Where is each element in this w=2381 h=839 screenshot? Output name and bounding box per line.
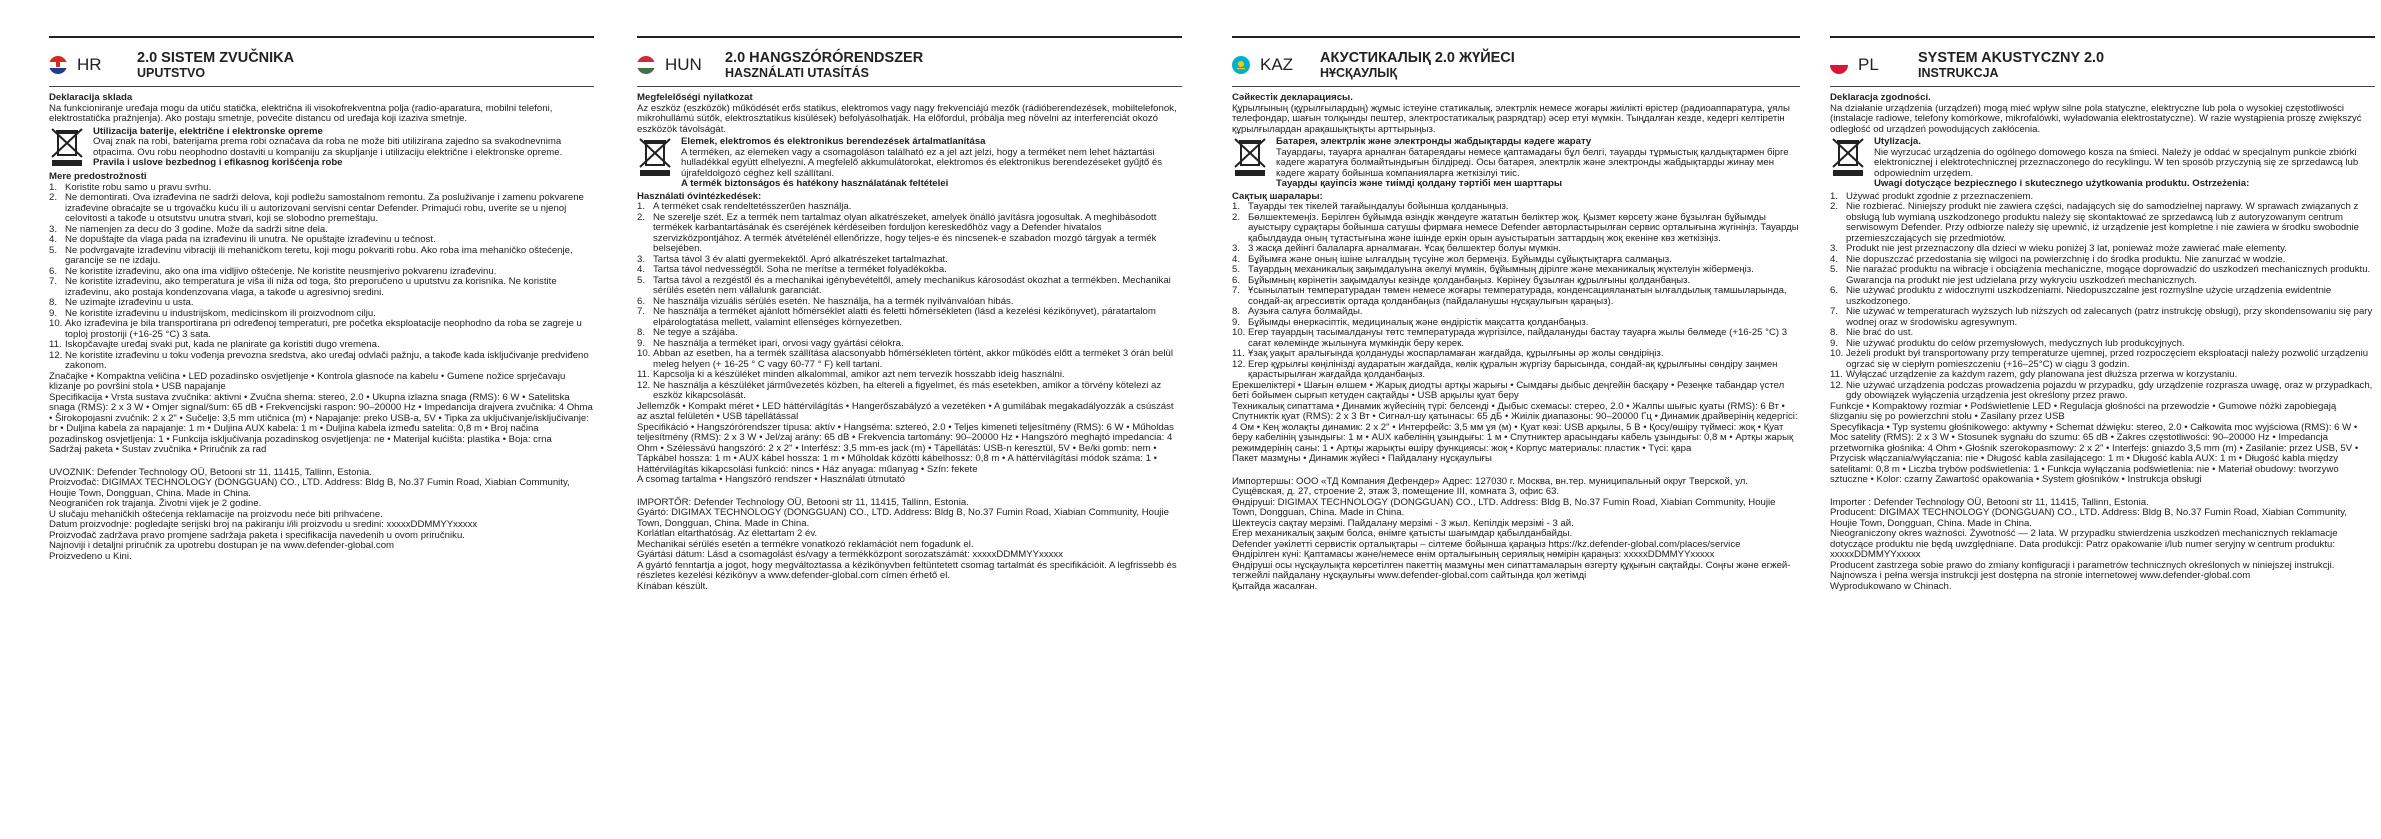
- declaration-heading: Deklaracja zgodności.: [1830, 92, 1931, 103]
- precautions-heading: Használati óvintézkedések:: [637, 190, 762, 202]
- footer-line: Korlátlan eltarthatóság. Az élettartam 2 év.: [637, 528, 818, 539]
- precaution-item: [1830, 381, 2375, 402]
- disposal-block: [49, 127, 594, 171]
- precautions-heading: Сақтық шаралары:: [1232, 190, 1323, 202]
- item-number: 9.: [1232, 316, 1241, 328]
- item-number: 6.: [1830, 285, 1839, 296]
- precaution-item: [637, 307, 1182, 328]
- footer-line: Gyártó: DIGIMAX TECHNOLOGY (DONGGUAN) CO., LTD. Address: Bldg B, No.37 Fumin Road, Xiabian Community, Houjie Town, Dongguan, China. Made in China.: [637, 507, 1169, 529]
- precaution-item: [1232, 360, 1800, 381]
- section-body: [49, 93, 594, 562]
- item-text: Аузыға салуға болмайды.: [1248, 306, 1363, 317]
- item-text: Бұйымның көрінетін зақымдалуы кезінде қолданбаңыз. Көрінеу бұзылған құрылғыны қолданбаңыз.: [1248, 274, 1691, 286]
- item-number: 2.: [637, 211, 646, 223]
- footer-line: Producent zastrzega sobie prawo do zmiany konfiguracji i parametrów technicznych określonych w niniejszej instrukcji. Najnowsza i pełna wersja instrukcji jest dostępna na stronie internetowej www.defender-global.com: [1830, 559, 2335, 581]
- precaution-item: [49, 246, 594, 267]
- item-number: 3.: [1232, 243, 1241, 254]
- item-text: Ako izrađevina je bila transportirana pri određenoj temperaturi, pre početka eksploatacije neophodno da roba se zagreje u toploj prostoriji (+16-25 °C) 3 sata.: [65, 318, 582, 340]
- footer-line: Neograničen rok trajanja. Životni vijek je 2 godine.: [49, 498, 262, 509]
- footer-line: UVOZNIK: Defender Technology OÜ, Betooni str 11, 11415, Tallinn, Estonia.: [49, 466, 372, 478]
- features-text: Ерекшеліктері • Шағын өлшем • Жарық диодты артқы жарығы • Сымдағы дыбыс деңгейін басқару • Резеңке табандар үстел беті бойымен сырғып кетуден сақтайды • USB арқылы қуат беру: [1232, 379, 1785, 401]
- precaution-item: [49, 298, 594, 309]
- item-number: 3.: [637, 253, 646, 265]
- package-contents: Пакет мазмұны • Динамик жүйесі • Пайдалану нұсқаулығы: [1232, 453, 1492, 464]
- disposal-text: Ovaj znak na robi, bateriјama prema robi označava da roba ne može biti utilizirana zajedno sa svakodnevnima otpacima. Ovu robu neophodno dostaviti u kompaniju za skupljanje i utilizaciju električne i elektronske opreme.: [93, 136, 563, 158]
- section-title: SYSTEM AKUSTYCZNY 2.0: [1918, 50, 2105, 66]
- language-section-hr: [49, 36, 594, 831]
- item-number: 12.: [1232, 358, 1246, 370]
- precautions-list: [1830, 192, 2375, 402]
- disposal-heading: Elemek, elektromos és elektronikus berendezések ártalmatlanítása: [681, 136, 986, 147]
- precaution-item: [637, 202, 1182, 213]
- item-text: Бұйымды өнеркәсіптік, медициналық және өндірістік мақсатта қолданбаңыз.: [1248, 316, 1589, 328]
- section-header: [1830, 48, 2375, 82]
- declaration-text: Na funkcioniranje uređaja mogu da utiču statička, električna ili visokofrekventna polja (radio-aparatura, mobilni telefoni, elektrostatička pražnjenja). Ako postaju smetnje, povećite distancu od uređaja koji izaziva smetnje.: [49, 102, 553, 124]
- item-text: Ұзақ уақыт аралығында қолдануды жоспарламаған жағдайда, құрылғыны әр жолы сөндіріңіз.: [1248, 348, 1664, 359]
- section-subtitle: INSTRUKCJA: [1918, 66, 1999, 80]
- language-code: KAZ: [1260, 55, 1294, 74]
- precaution-item: [1232, 328, 1800, 349]
- precaution-item: [637, 328, 1182, 339]
- precaution-item: [1830, 265, 2375, 286]
- item-number: 11.: [1232, 348, 1245, 359]
- package-contents: Sadržaj paketa • Sustav zvučnika • Priručnik za rad: [49, 444, 267, 455]
- disposal-text: Тауардағы, тауарға арналған батареядағы немесе қаптамадағы бұл белгі, тауарды тұрмыстық қалдықтармен бірге кәдеге жаратуға болмайтындығын білдіреді. Осы батарея, электрлік және электронды жабдықтарды жинау мен кәдеге жарату бойынша компанияларға жеткізілуі тиіс.: [1276, 146, 1789, 179]
- precaution-item: [1232, 349, 1800, 360]
- item-text: 3 жасқа дейінгі балаларға арналмаған. Ұсақ бөлшектер болуы мүмкін.: [1248, 243, 1561, 254]
- item-number: 8.: [1830, 327, 1839, 338]
- footer-info: [1232, 477, 1800, 593]
- specification-text: Техникалық сипаттама • Динамик жүйесінің түрі: белсенді • Дыбыс схемасы: стерео, 2.0 • Жалпы шығыс қуаты (RMS): 6 Вт • Спутниктік қуат (RMS): 2 x 3 Вт • Сигнал-шу қатынасы: 65 дБ • Жиілік диапазоны: 90–20000 Гц • Динамик драйверінің кедергісі: 4 Ом • Кең жолақты динамик: 2 x 2" • Интерфейс: 3,5 мм ұя (м) • Қуат көзі: USB арқылы, 5 В • Қосу/өшіру түймесі: жоқ • Қуат беру кабелінің ұзындығы: 1 м • AUX кабелінің ұзындығы: 1 м • Спутниктер арасындағы кабель ұзындығы: 0,8 м • Артқы жарық режимдерінің саны: 1 • Артқы жарықты өшіру функциясы: жоқ • Корпус материалы: пластик • Түсі: қара: [1232, 400, 1798, 454]
- footer-line: Proizvođač: DIGIMAX TECHNOLOGY (DONGGUAN) CO., LTD. Address: Bldg B, No.37 Fumin Road, Xiabian Community, Houjie Town, Dongguan, China. Made in China.: [49, 477, 570, 499]
- section-header: [49, 48, 594, 82]
- language-section-pl: [1830, 36, 2375, 831]
- item-text: Używać produkt zgodnie z przeznaczeniem.: [1846, 190, 2034, 202]
- crossed-bin-icon: [49, 127, 87, 171]
- precaution-item: [1830, 307, 2375, 328]
- features-text: Značajke • Kompaktna veličina • LED pozadinsko osvjetljenje • Kontrola glasnoće na kabelu • Gumene nožice sprječavaju klizanje po površini stola • USB napajanje: [49, 370, 566, 392]
- precaution-item: [1830, 349, 2375, 370]
- item-number: 4.: [1830, 253, 1839, 265]
- footer-info: [637, 498, 1182, 593]
- footer-line: Najnoviji i detaljni priručnik za upotrebu dostupan je na www.defender-global.com: [49, 540, 395, 551]
- footer-line: Gyártási dátum: Lásd a csomagolást és/vagy a termékközpont sorozatszámát: xxxxxDDMMYYxxxxx: [637, 549, 1064, 560]
- section-title: 2.0 SISTEM ZVUČNIKA: [137, 50, 295, 66]
- section-title: 2.0 HANGSZÓRÓRENDSZER: [725, 50, 924, 66]
- disposal-text: A terméken, az elemeken vagy a csomagoláson található ez a jel azt jelzi, hogy a terméket nem lehet háztartási hulladékkal együtt elhelyezni. A megfelelő akkumulátorokat, elektromos és elektronikus berendezéseket gyűjtő és újrafeldolgozó céghez kell szállítani.: [681, 146, 1163, 179]
- section-subtitle: UPUTSTVO: [137, 66, 206, 80]
- item-text: Ne koristite izrađevinu, ako temperatura je viša ili niža od toga, što preporučeno u uputstvu za korisnika. Ne koristite izrađevinu, ako postaja kondenzovana vlaga, a takođe u agresivnoj sredini.: [65, 276, 557, 298]
- precaution-item: [1232, 202, 1800, 213]
- item-text: Ne használja a terméket ipari, orvosi vagy gyártási célokra.: [653, 337, 904, 349]
- item-number: 9.: [49, 307, 58, 319]
- item-number: 6.: [1232, 274, 1241, 286]
- precautions-list: [49, 183, 594, 372]
- item-number: 1.: [1232, 201, 1241, 212]
- header-divider: [637, 86, 1182, 87]
- section-body: [637, 93, 1182, 592]
- declaration-heading: Сәйкестік декларациясы.: [1232, 92, 1353, 103]
- precaution-item: [637, 213, 1182, 255]
- item-text: Nie rozbierać. Niniejszy produkt nie zawiera części, nadających się do samodzielnej naprawy. W sprawach związanych z obsługą lub wymianą uszkodzonego produktu należy się skontaktować ze sprzedawcą lub z autoryzowanym centrum serwisowym Defender. Przy odbiorze należy się upewnić, iż urządzenie jest kompletne i nie zawiera w środku swobodnie przemieszczających się przedmiotów.: [1846, 201, 2359, 244]
- item-number: 1.: [49, 181, 58, 193]
- disposal-block: [1232, 137, 1800, 190]
- item-number: 10.: [637, 348, 651, 359]
- footer-line: Импортершы: ООО «ТД Компания Дефендер» Адрес: 127030 г. Москва, вн.тер. муниципальный округ Тверской, ул. Сущёвская, д. 27, строение 2, этаж 3, помещение III, комната 3, офис 63.: [1232, 475, 1749, 497]
- footer-line: IMPORTŐR: Defender Technology OÜ, Betooni str 11, 11415, Tallinn, Estonia.: [637, 496, 969, 508]
- item-text: Ұсынылатын температурадан төмен немесе жоғары температурада, конденсацияланатын ылғалдылық тамшыларында, сондай-ақ агрессивтік ортада қолданбаңыз (пайдаланушы нұсқаулығын қараңыз).: [1248, 285, 1787, 307]
- precaution-item: [49, 340, 594, 351]
- footer-line: A gyártó fenntartja a jogot, hogy megváltoztassa a kézikönyvben feltüntetett csomag tartalmát és specifikációit. A legfrissebb és részletes kezelési kézikönyv a www.defender-global.com címen érhető el.: [637, 559, 1177, 581]
- item-text: Егер тауардың тасымалдануы төтс температурада жүргізілсе, пайдалануды бастау тауарға жылы бөлмеде (+16-25 °С) 3 сағат көлемінде жылынуға мүмкіндік беру керек.: [1248, 327, 1788, 349]
- section-title: АКУСТИКАЛЫҚ 2.0 ЖҮЙЕСІ: [1320, 50, 1515, 66]
- item-number: 4.: [637, 264, 646, 275]
- disposal-heading: Utylizacja.: [1874, 136, 1921, 147]
- top-rule: [637, 36, 1182, 38]
- flag-icon: [637, 56, 655, 74]
- precaution-item: [637, 349, 1182, 370]
- item-number: 12.: [637, 379, 651, 391]
- item-number: 11.: [49, 339, 62, 350]
- precaution-item: [1830, 370, 2375, 381]
- usage-rules-heading: Pravila i uslove bezbednog i efikasnog korišćenja robe: [93, 157, 343, 168]
- item-text: Ne használja a terméket ajánlott hőmérséklet alatti és feletti hőmérsékleten (lásd a kezelési kézikönyvet), páratartalom elpárologtatása mellett, valamint ellenséges környezetben.: [653, 306, 1156, 328]
- item-number: 7.: [49, 276, 58, 287]
- flag-icon: [1232, 56, 1250, 74]
- item-text: Koristite robu samo u pravu svrhu.: [65, 181, 212, 193]
- flag-icon: [1830, 56, 1848, 74]
- footer-line: Wyprodukowano w Chinach.: [1830, 580, 1952, 592]
- declaration-text: Az eszköz (eszközök) működését erős statikus, elektromos vagy nagy frekvenciájú mezők (rádióberendezések, mobiltelefonok, mikrohullámú sütők, elektrosztatikus kisülések) befolyásolhatják. Ha előfordul, próbálja meg növelni az interferenciát okozó eszközök távolságát.: [637, 102, 1177, 135]
- header-divider: [1232, 86, 1800, 87]
- item-text: Ne tegye a szájába.: [653, 327, 738, 338]
- top-rule: [49, 36, 594, 38]
- item-text: A terméket csak rendeltetésszerűen használja.: [653, 201, 852, 212]
- item-text: Тауарды тек тікелей тағайындалуы бойынша қолданыңыз.: [1248, 201, 1509, 212]
- item-text: Nie używać w temperaturach wyższych lub niższych od zalecanych (patrz instrukcję obsługi), przy skondensowaniu się pary wodnej oraz w środowisku agresywnym.: [1846, 306, 2373, 328]
- item-text: Ne demontirati. Ova izrađevina ne sadrži delova, koji podležu samostalnom remontu. Za posluživanje i zamenu pokvarene izrađevine obraćajte se u trgovačku kuću ili u autorizovani servisni centar Defender. Primajući robu, uverite se u njenoj celovitosti a takođe u otsutstvu unutra stvari, koji se slobodno premeštaju.: [65, 192, 584, 224]
- language-code: HR: [77, 55, 102, 74]
- language-section-kaz: [1232, 36, 1800, 831]
- precaution-item: [637, 370, 1182, 381]
- item-number: 1.: [637, 201, 646, 212]
- item-text: Nie używać urządzenia podczas prowadzenia pojazdu w przypadku, gdy urządzenie rozprasza uwagę, oraz w przypadkach, gdy obowiązek wyłączenia urządzenia jest określony przez prawo.: [1846, 379, 2373, 401]
- item-number: 10.: [1232, 327, 1246, 338]
- section-body: [1830, 93, 2375, 592]
- item-number: 2.: [49, 192, 58, 203]
- precaution-item: [1232, 265, 1800, 276]
- footer-line: Defender уәкілетті сервистік орталықтары – сілтеме бойынша қараңыз https://kz.defender-global.com/places/service: [1232, 538, 1741, 550]
- precaution-item: [1830, 202, 2375, 244]
- section-subtitle: НҰСҚАУЛЫҚ: [1320, 66, 1398, 80]
- item-text: Iskopčavajte uređaj svaki put, kada ne planirate ga koristiti dugo vremena.: [65, 339, 380, 350]
- item-text: Tartsa távol nedvességtől. Soha ne merítse a terméket folyadékokba.: [653, 264, 947, 275]
- specification-text: Specyfikacja • Typ systemu głośnikowego: aktywny • Schemat dźwięku: stereo, 2.0 • Całkowita moc wyjściowa (RMS): 6 W • Moc satelity (RMS): 2 x 3 W • Stosunek sygnału do szumu: 65 dB • Zakres częstotliwości: 90–20000 Hz • Impedancja przetwornika głośnika: 4 Ohm • Głośnik szerokopasmowy: 2 x 2" • Interfejs: gniazdo 3,5 mm (m) • Zasilanie: przez USB, 5V • Przycisk włączania/wyłączania: nie • Długość kabla zasilającego: 1 m • Długość kabla AUX: 1 m • Długość kabla między satelitami: 0,8 m • Liczba trybów podświetlenia: 1 • Funkcja wyłączania podświetlenia: nie • Materiał obudowy: tworzywo sztuczne • Kolor: czarny Zawartość opakowania • System głośników • Instrukcja obsługi: [1830, 421, 2359, 485]
- precautions-list: [637, 202, 1182, 402]
- declaration-heading: Deklaracija sklada: [49, 92, 133, 103]
- precaution-item: [1232, 286, 1800, 307]
- item-number: 2.: [1232, 211, 1241, 223]
- footer-line: Proizvođač zadržava pravo promjene sadržaja paketa i specifikacija navedenih u ovom priručniku.: [49, 529, 465, 541]
- precaution-item: [49, 235, 594, 246]
- item-text: Nie brać do ust.: [1846, 327, 1914, 338]
- specification-text: Specifikacija • Vrsta sustava zvučnika: aktivni • Zvučna shema: stereo, 2.0 • Ukupna izlazna snaga (RMS): 6 W • Satelitska snaga (RMS): 2 x 3 W • Omjer signal/šum: 65 dB • Frekvencijski raspon: 90–20000 Hz • Impedancija drajvera zvučnika: 4 Ohma • Širokopojasni zvučnik: 2 x 2" • Sučelje: 3,5 mm utičnica (m) • Napajanje: preko USB-a, 5V • Tipka za uključivanje/isključivanje: br • Duljina kabela za napajanje: 1 m • Duljina AUX kabela: 1 m • Duljina kabela između satelita: 0,8 m • Broj načina pozadinskog osvjetljenja: 1 • Funkcija isključivanja pozadinskog osvjetljenja: ne • Materijal kućišta: plastika • Boja: crna: [49, 391, 593, 445]
- item-text: Ne koristite izrađevinu u industrijskom, medicinskom ili proizvodnom cilju.: [65, 307, 376, 319]
- footer-line: Proizvedeno u Kini.: [49, 550, 132, 562]
- item-text: Tartsa távol 3 év alatti gyermekektől. Apró alkatrészeket tartalmazhat.: [653, 253, 948, 265]
- item-number: 5.: [637, 274, 646, 286]
- language-code: PL: [1858, 55, 1879, 74]
- item-text: Nie używać produktu z widocznymi uszkodzeniami. Niedopuszczalne jest rozmyślne użycie urządzenia ewidentnie uszkodzonego.: [1846, 285, 2332, 307]
- item-text: Ne koristite izrađevinu, ako ona ima vidljivo oštećenje. Ne koristite neusmjerivo pokvarenu izrađevinu.: [65, 265, 497, 277]
- item-text: Nie używać produktu do celów przemysłowych, medycznych lub produkcyjnych.: [1846, 337, 2185, 349]
- item-text: Ne uzimajte izrađevinu u usta.: [65, 297, 194, 308]
- features-text: Jellemzők • Kompakt méret • LED háttérvilágítás • Hangerőszabályzó a vezetéken • A gumilábak megakadályozzák a csúszást az asztal felületén • USB tápellátással: [637, 400, 1174, 422]
- item-number: 2.: [1830, 201, 1839, 212]
- item-number: 6.: [49, 265, 58, 277]
- precaution-item: [1232, 213, 1800, 245]
- precaution-item: [1830, 328, 2375, 339]
- item-text: Ne használja vizuális sérülés esetén. Ne használja, ha a termék nyilvánvalóan hibás.: [653, 295, 1014, 307]
- item-number: 7.: [1830, 306, 1839, 317]
- item-text: Wyłączać urządzenie za każdym razem, gdy planowana jest dłuższa przerwa w korzystaniu.: [1846, 369, 2238, 380]
- item-text: Nie narażać produktu na wibracje i obciążenia mechaniczne, mogące doprowadzić do uszkodzeń mechanicznych produktu. Gwarancja na produkt nie jest udzielana przy wykryciu uszkodzeń mechanicznych.: [1846, 264, 2371, 286]
- footer-line: Mechanikai sérülés esetén a termékre vonatkozó reklamációt nem fogadunk el.: [637, 538, 974, 550]
- item-number: 5.: [1232, 264, 1241, 275]
- item-number: 10.: [1830, 348, 1844, 359]
- declaration-text: Құрылғының (құрылғылардың) жұмыс істеуіне статикалық, электрлік немесе жоғары жиілікті өрістер (радиоаппаратура, ұялы телефондар, шағын толқынды пештер, электростатикалық разрядтар) әсер етуі мүмкін. Тыңдалған кезде, кедергі келтіретін құрылғылардан арақашықтықты арттырыңыз.: [1232, 102, 1790, 135]
- item-number: 12.: [1830, 379, 1844, 391]
- precaution-item: [637, 381, 1182, 402]
- footer-line: Өндірілген күні: Қаптамасы және/немесе өнім орталығының сериялық нөмірін қараңыз: xxxxxDDMMYYxxxxx: [1232, 549, 1715, 560]
- specification-text: Specifikáció • Hangszórórendszer típusa: aktív • Hangséma: sztereó, 2.0 • Teljes kimeneti teljesítmény (RMS): 6 W • Műholdas teljesítmény (RMS): 2 x 3 W • Jel/zaj arány: 65 dB • Frekvencia tartomány: 90–20000 Hz • Hangszóró meghajtó impedancia: 4 Ohm • Szélessávú hangszóró: 2 x 2" • Interfész: 3,5 mm-es jack (m) • Tápellátás: USB-n keresztül, 5V • Be/ki gomb: nem • Tápkábel hossza: 1 m • AUX kábel hossza: 1 m • Műholdak közötti kábelhossz: 0,8 m • A háttérvilágítási módok száma: 1 • Háttérvilágítás kikapcsolási funkció: nincs • Ház anyaga: műanyag • Szín: fekete: [637, 421, 1174, 475]
- item-number: 7.: [1232, 285, 1241, 296]
- footer-line: Producent: DIGIMAX TECHNOLOGY (DONGGUAN) CO., LTD. Address: Bldg B, No.37 Fumin Road, Xiabian Community, Houjie Town, Dongguan, China. Made in China.: [1830, 507, 2347, 529]
- item-text: Ne dopuštajte da vlaga pada na izrađevinu ili unutra. Ne opuštajte izrađevinu u tečnost.: [65, 234, 436, 245]
- package-contents: A csomag tartalma • Hangszóró rendszer • Használati útmutató: [637, 474, 906, 485]
- usage-rules-heading: Тауарды қауіпсіз және тиімді қолдану тәртібі мен шарттары: [1276, 178, 1563, 189]
- precaution-item: [1830, 244, 2375, 255]
- precaution-item: [1232, 307, 1800, 318]
- precaution-item: [49, 319, 594, 340]
- header-divider: [1830, 86, 2375, 87]
- item-text: Ne koristite izrađevinu u toku vođenja prevozna sredstva, ako uređaj odvlači pažnju, a takođe kada isključivanje predviđeno zakonom.: [65, 349, 589, 371]
- item-text: Бұйымға және оның ішіне ылғалдың түсуіне жол бермеңіз. Бұйымды сұйықтықтарға салмаңыз.: [1248, 253, 1672, 265]
- item-text: Ne szerelje szét. Ez a termék nem tartalmaz olyan alkatrészeket, amelyek önálló javításra jogosultak. A meghibásodott termékek karbantartásának és cseréjének kérdéseiben forduljon kereskedőhöz vagy a Defender hivatalos szervizközpontjához. A termék átvételénél ellenőrizze, hogy teljes-e és nincsenek-e szabadon mozgó tárgyak a termék belsejében.: [653, 211, 1157, 254]
- item-number: 6.: [637, 295, 646, 307]
- footer-line: Importer : Defender Technology OÜ, Betooni str 11, 11415, Tallinn, Estonia.: [1830, 496, 2149, 508]
- language-code: HUN: [665, 55, 702, 74]
- precaution-item: [637, 265, 1182, 276]
- footer-info: [49, 468, 594, 563]
- language-section-hun: [637, 36, 1182, 831]
- disposal-heading: Utilizacija baterije, električne i elektronske opreme: [93, 125, 323, 137]
- disposal-heading: Батарея, электрлік және электронды жабдықтарды кәдеге жарату: [1276, 136, 1592, 147]
- section-body: [1232, 93, 1800, 592]
- item-text: Produkt nie jest przeznaczony dla dzieci w wieku poniżej 3 lat, ponieważ może zawierać małe elementy.: [1846, 243, 2287, 254]
- footer-info: [1830, 498, 2375, 593]
- item-number: 9.: [637, 337, 646, 349]
- precaution-item: [1830, 286, 2375, 307]
- footer-line: Kínában készült.: [637, 580, 708, 592]
- footer-line: Шектеусіз сақтау мерзімі. Пайдалану мерзімі - 3 жыл. Кепілдік мерзімі - 3 ай.: [1232, 517, 1574, 529]
- item-number: 9.: [1830, 337, 1839, 349]
- item-number: 10.: [49, 318, 63, 329]
- item-number: 8.: [49, 297, 58, 308]
- item-number: 8.: [1232, 306, 1241, 317]
- footer-line: Nieograniczony okres ważności. Żywotność — 2 lata. W przypadku stwierdzenia uszkodzeń mechanicznych reklamacje dotyczące produktu nie będą uwzględniane. Data produkcji: Patrz opakowanie i/lub numer seryjny w centrum produktu: xxxxxDDMMYYxxxxx: [1830, 528, 2338, 560]
- item-text: Тауардың механикалық зақымдалуына әкелуі мүмкін, бұйымның дірілге және механикалық жүктелуін жібермеңіз.: [1248, 264, 1754, 275]
- item-number: 11.: [1830, 369, 1843, 380]
- section-subtitle: HASZNÁLATI UTASÍTÁS: [725, 66, 869, 80]
- crossed-bin-icon: [1830, 137, 1868, 181]
- item-number: 3.: [49, 223, 58, 235]
- disposal-block: [637, 137, 1182, 190]
- item-number: 5.: [1830, 264, 1839, 275]
- item-text: Бөлшектемеңіз. Берілген бұйымда өзіндік жөндеуге жататын бөліктер жоқ. Қызмет көрсету және бұзылған бұйымды ауыстыру сұрақтары бойынша сатушы фирмаға немесе Defender авторластырылған сервис орталығына жүгініңіз. Тауарды қабылдауда оның тұтастығына және ішінде еркін орын ауыстыратын заттардың жоқ екеніне көз жеткізіңіз.: [1248, 211, 1799, 244]
- usage-rules-heading: Uwagi dotyczące bezpiecznego i skutecznego użytkowania produktu. Ostrzeżenia:: [1874, 178, 2250, 189]
- footer-line: Өндіруші осы нұсқаулықта көрсетілген пакеттің мазмұны мен сипаттамаларын өзгерту құқығын сақтайды. Соңғы және егжей-тегжейлі пайдалану нұсқаулығы www.defender-global.com сайтында қол жетімді: [1232, 559, 1791, 581]
- item-text: Kapcsolja ki a készüléket minden alkalommal, amikor azt nem tervezik hosszabb ideig használni.: [653, 369, 1065, 380]
- flag-icon: [49, 56, 67, 74]
- item-number: 1.: [1830, 190, 1839, 202]
- item-text: Ne használja a készüléket járművezetés közben, ha eltereli a figyelmet, és más esetekben, amikor a törvény kötelezi az eszköz kikapcsolását.: [653, 379, 1162, 401]
- item-text: Ne podvrgavajte izrađevinu vibraciji ili mehaničkom teretu, koji mogu pokvariti robu. Ako roba ima mehaničko oštećenje, garancije se ne izdaju.: [65, 244, 573, 266]
- usage-rules-heading: A termék biztonságos és hatékony használatának feltételei: [681, 178, 949, 189]
- precautions-list: [1232, 202, 1800, 381]
- crossed-bin-icon: [1232, 137, 1270, 181]
- disposal-block: [1830, 137, 2375, 190]
- item-text: Abban az esetben, ha a termék szállítása alacsonyabb hőmérsékleten történt, akkor működés előtt a terméket 3 órán belül meleg helyen (+ 16-25 ° C vagy 60-77 ° F) kell tartani.: [653, 348, 1173, 370]
- item-number: 7.: [637, 306, 646, 317]
- item-text: Nie dopuszczać przedostania się wilgoci na powierzchnię i do środka produktu. Nie zanurzać w wodzie.: [1846, 253, 2286, 265]
- footer-line: U slučaju mehaničkih oštećenja reklamacije na proizvodu neće biti prihvaćene.: [49, 508, 383, 520]
- features-text: Funkcje • Kompaktowy rozmiar • Podświetlenie LED • Regulacja głośności na przewodzie • Gumowe nóżki zapobiegają ślizganiu się po powierzchni stołu • Zasilany przez USB: [1830, 400, 2337, 422]
- footer-line: Өндіруші: DIGIMAX TECHNOLOGY (DONGGUAN) CO., LTD. Address: Bldg B, No.37 Fumin Road, Xiabian Community, Houjie Town, Dongguan, China. Made in China.: [1232, 496, 1776, 518]
- item-text: Егер құрылғы көңілінізді аударатын жағдайда, көлік құралын жүргізу барысында, сондай-ақ құрылғыны сөндіру заңмен қарастырылған жағдайда қолданбаңыз.: [1248, 358, 1778, 380]
- top-rule: [1830, 36, 2375, 38]
- item-number: 8.: [637, 327, 646, 338]
- precaution-item: [49, 193, 594, 225]
- header-divider: [49, 86, 594, 87]
- crossed-bin-icon: [637, 137, 675, 181]
- footer-line: Datum proizvodnje: pogledajte serijski broj na pakiranju i/ili proizvodu u sredini: xxxxxDDMMYYxxxxx: [49, 519, 478, 530]
- item-text: Tartsa távol a rezgéstől és a mechanikai igénybevételtől, amely mechanikus károsodást okozhat a termékben. Mechanikai sérülés esetén nem vállalunk garanciát.: [653, 274, 1171, 296]
- item-number: 5.: [49, 244, 58, 256]
- precaution-item: [637, 276, 1182, 297]
- precaution-item: [1232, 244, 1800, 255]
- footer-line: Қытайда жасалған.: [1232, 580, 1318, 592]
- item-number: 11.: [637, 369, 650, 380]
- precaution-item: [49, 277, 594, 298]
- top-rule: [1232, 36, 1800, 38]
- item-number: 12.: [49, 349, 63, 361]
- section-header: [1232, 48, 1800, 82]
- precaution-item: [49, 351, 594, 372]
- section-header: [637, 48, 1182, 82]
- footer-line: Егер механикалық зақым болса, өнімге қатысты шағымдар қабылданбайды.: [1232, 528, 1573, 539]
- precautions-heading: Mere predostrožnosti: [49, 171, 147, 182]
- declaration-heading: Megfelelőségi nyilatkozat: [637, 92, 753, 103]
- item-number: 4.: [49, 234, 58, 245]
- item-text: Ne namenjen za decu do 3 godine. Može da sadrži sitne dela.: [65, 223, 328, 235]
- item-number: 4.: [1232, 253, 1241, 265]
- item-text: Jeżeli produkt był transportowany przy temperaturze ujemnej, przed rozpoczęciem eksploatacji należy pozwolić urządzeniu ogrzać się w ciepłym pomieszczeniu (+16–25°C) w ciągu 3 godzin.: [1846, 348, 2369, 370]
- declaration-text: Na działanie urządzenia (urządzeń) mogą mieć wpływ silne pola statyczne, elektryczne lub pola o wysokiej częstotliwości (instalacje radiowe, telefony komórkowe, mikrofalówki, wyładowania elektrostatyczne). W razie wystąpienia proszę zwiększyć odległość od urządzeń powodujących zakłócenia.: [1830, 102, 2362, 135]
- disposal-text: Nie wyrzucać urządzenia do ogólnego domowego kosza na śmieci. Należy je oddać w specjalnym punkcie zbiórki elektronicznej i elektrotechnicznej przeznaczonego do recyklingu. W ten sposób przyczynią się ze sprzedawcą lub odpowiednim urzędem.: [1874, 146, 2359, 179]
- item-number: 3.: [1830, 243, 1839, 254]
